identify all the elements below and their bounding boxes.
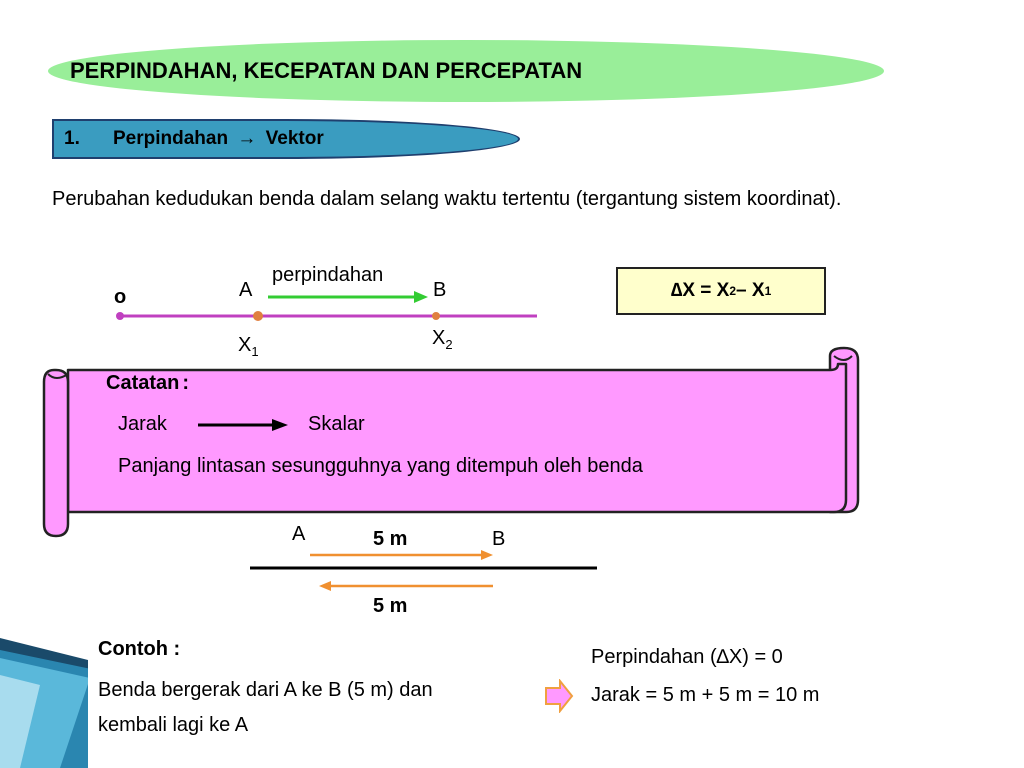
- note-right-term: Skalar: [308, 413, 365, 435]
- example-point-a: A: [292, 523, 306, 545]
- arrow-right-icon: [196, 416, 290, 434]
- block-arrow-right-icon: [544, 679, 574, 713]
- note-left-term: Jarak: [118, 413, 167, 435]
- example-line-2: kembali lagi ke A: [98, 714, 249, 736]
- origin-label: o: [114, 286, 127, 308]
- displacement-label: perpindahan: [272, 264, 384, 286]
- note-description: Panjang lintasan sesungguhnya yang ditempuh oleh benda: [118, 455, 643, 477]
- slide-title: PERPINDAHAN, KECEPATAN DAN PERCEPATAN: [70, 58, 583, 83]
- delta-symbol: ∆: [670, 280, 683, 301]
- example-heading: Contoh :: [98, 638, 181, 660]
- section-heading: [113, 128, 324, 150]
- x1-label: $X_1$: [238, 334, 259, 359]
- note-heading: Catatan :: [106, 372, 190, 394]
- point-a-label: A: [239, 279, 253, 301]
- result-displacement: Perpindahan (∆X) = 0: [591, 646, 783, 668]
- section-label: Perpindahan: [113, 128, 229, 149]
- result-distance: Jarak = 5 m + 5 m = 10 m: [591, 684, 820, 706]
- displacement-diagram: [110, 280, 550, 330]
- formula-box: ∆ X = X 2 – X 1: [616, 267, 826, 315]
- origin-point: [116, 312, 124, 320]
- forward-distance-label: 5 m: [373, 528, 408, 550]
- example-point-b: B: [492, 528, 506, 550]
- arrow-right-icon: →: [237, 128, 257, 149]
- return-distance-label: 5 m: [373, 595, 408, 617]
- definition-text: Perubahan kedudukan benda dalam selang waktu tertentu (tergantung sistem koordinat).: [52, 188, 842, 210]
- point-a-marker: [253, 311, 263, 321]
- x2-label: $X_2$: [432, 327, 453, 352]
- example-line-1: Benda bergerak dari A ke B (5 m) dan: [98, 679, 433, 701]
- point-b-label: B: [433, 279, 447, 301]
- section-number: 1.: [64, 128, 80, 149]
- point-b-marker: [432, 312, 440, 320]
- section-label-after: Vektor: [265, 128, 324, 149]
- distance-diagram: [245, 540, 605, 600]
